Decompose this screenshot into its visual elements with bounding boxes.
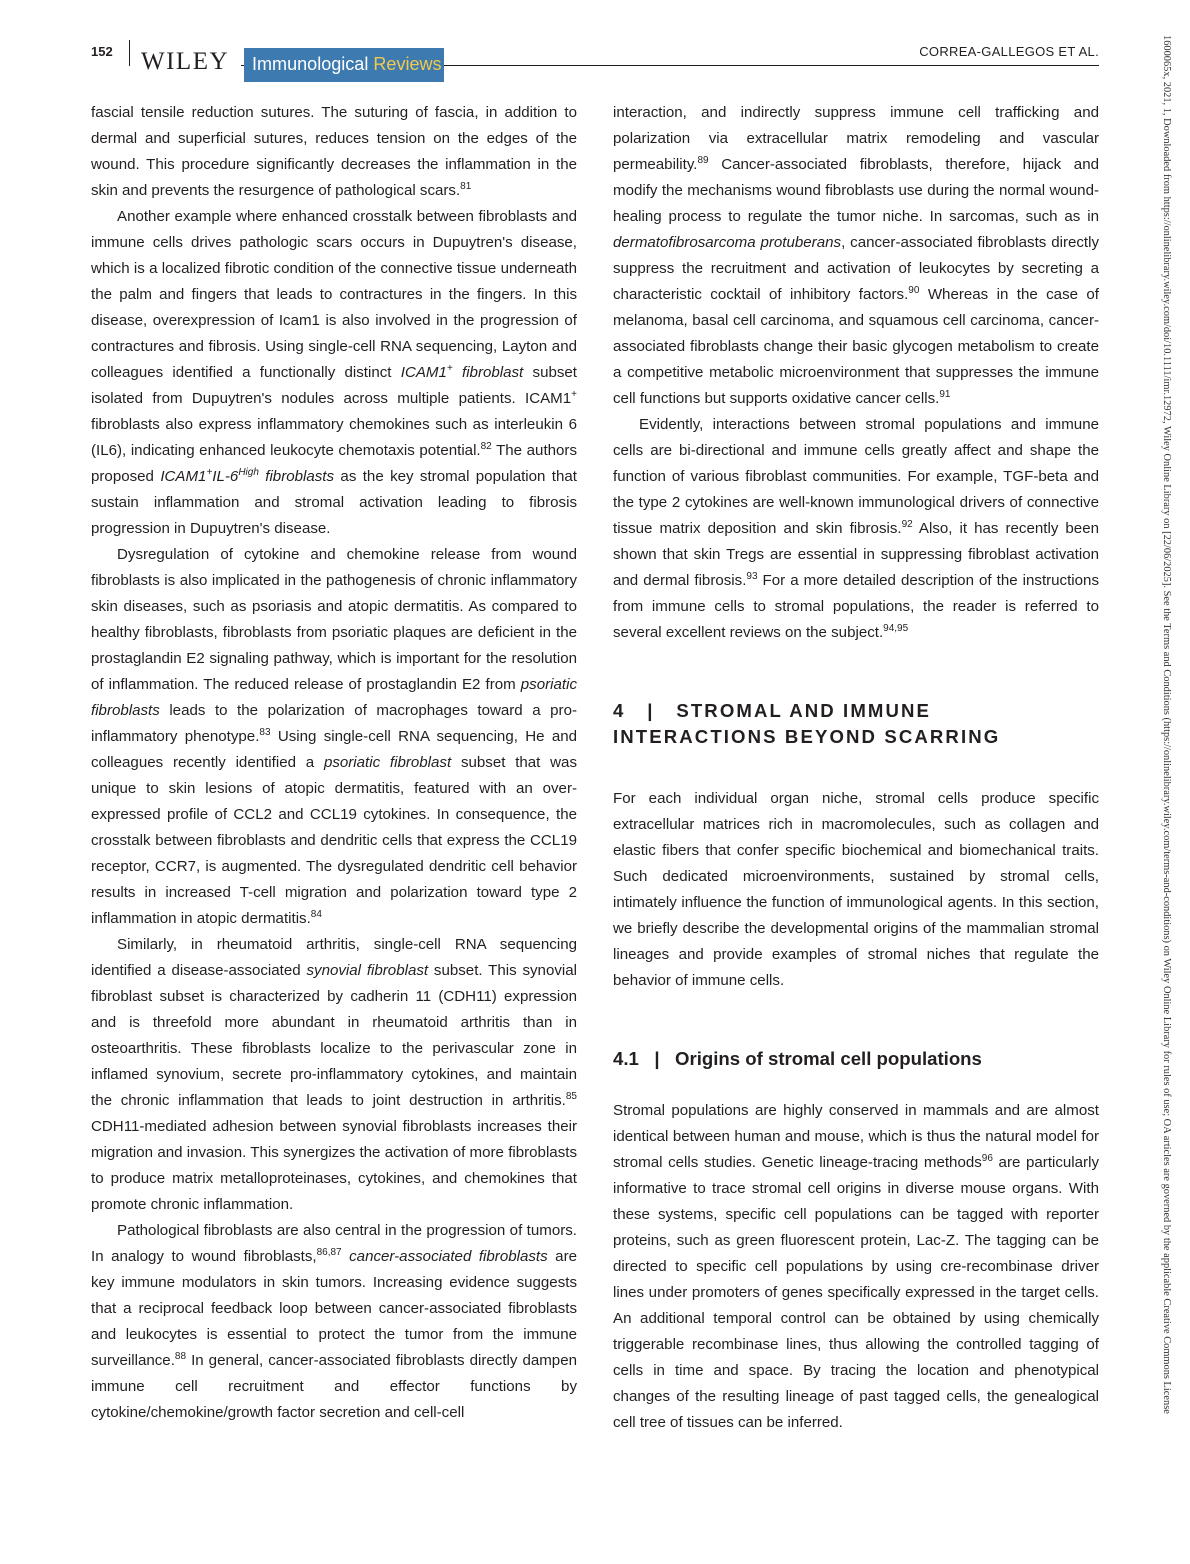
running-authors: CORREA-GALLEGOS ET AL. [919, 44, 1099, 59]
paragraph: Evidently, interactions between stromal populations and immune cells are bi-directional and immune cells greatly affect and shape the function of various fibroblast communities. For example, TGF-beta and the type 2 cytokines are well-known immunological drivers of connective tissue matrix deposition and skin fibrosis.$^{92}$ Also, it has recently been shown that skin Tregs are essential in suppressing fibroblast activation and dermal fibrosis.$^{93}$ For a more detailed description of the instructions from immune cells to stromal populations, the reader is referred to several excellent reviews on the subject.$^{94,95}$ [613, 416, 1099, 641]
download-notice-text: 1600065x, 2021, 1, Downloaded from https://onlinelibrary.wiley.com/doi/10.1111/imr.12972, Wiley Online Library on [22/06/2025]. See the Terms and Conditions (https://onlinelibrary.wiley.com/terms-and-conditions) on Wiley Online Library for rules of use; OA articles are governed by the applicable Creative Commons License [1161, 35, 1172, 1414]
paragraph: Stromal populations are highly conserved in mammals and are almost identical between human and mouse, which is thus the natural model for stromal cells studies. Genetic lineage-tracing methods$^{96}$ are particularly informative to trace stromal cell origins in diverse mouse organs. With these systems, specific cell populations can be tagged with reporter proteins, such as green fluorescent protein, Lac-Z. The tagging can be directed to specific cell populations by using cre-recombinase driver lines under promoters of genes specifically expressed in the target cells. An additional temporal control can be obtained by using chemically triggerable recombinase lines, thus allowing the controlled tagging of cells in time and space. By tracing the location and phenotypical changes of the resulting lineage of past tagged cells, the genealogical cell tree of tissues can be inferred. [613, 1102, 1099, 1431]
section-heading-line2: INTERACTIONS BEYOND SCARRING [613, 726, 1001, 747]
page-header [91, 38, 1099, 82]
paragraph: For each individual organ niche, stromal cells produce specific extracellular matrices rich in macromolecules, such as collagen and elastic fibers that confer specific biochemical and biomechanical traits. Such dedicated microenvironments, sustained by stromal cells, intimately influence the function of immunological agents. In this section, we briefly describe the developmental origins of the mammalian stromal lineages and provide examples of stromal niches that regulate the behavior of immune cells. [613, 790, 1099, 989]
paragraph: fascial tensile reduction sutures. The suturing of fascia, in addition to dermal and superficial sutures, reduces tension on the edges of the wound. This procedure significantly decreases the inflammation in the skin and prevents the resurgence of pathological scars.$^{81}$ [91, 104, 577, 199]
right-column [613, 100, 1099, 1436]
journal-name-main: Immunological [252, 54, 374, 74]
paragraph: Similarly, in rheumatoid arthritis, single-cell RNA sequencing identified a disease-associated synovial fibroblast subset. This synovial fibroblast subset is characterized by cadherin 11 (CDH11) expression and is threefold more abundant in rheumatoid arthritis than in osteoarthritis. These fibroblasts localize to the perivascular zone in inflamed synovium, secrete pro-inflammatory cytokines, and maintain the chronic inflammation that leads to joint destruction in arthritis.$^{85}$ CDH11-mediated adhesion between synovial fibroblasts increases their migration and invasion. This synergizes the activation of more fibroblasts to produce matrix metalloproteinases, cytokines, and chemokines that promote chronic inflammation. [91, 936, 577, 1213]
section-heading-line1: 4 | STROMAL AND IMMUNE [613, 700, 932, 721]
download-notice [1161, 35, 1179, 1532]
left-column [91, 100, 577, 1426]
journal-name-accent: Reviews [373, 54, 442, 74]
header-divider [129, 40, 130, 66]
publisher-logo: WILEY [141, 48, 230, 75]
subsection-heading: 4.1 | Origins of stromal cell populations [613, 1048, 982, 1069]
journal-logo [244, 48, 444, 82]
paragraph: Another example where enhanced crosstalk between fibroblasts and immune cells drives pathologic scars occurs in Dupuytren's disease, which is a localized fibrotic condition of the connective tissue underneath the palm and fingers that leads to contractures in the fingers. In this disease, overexpression of Icam1 is also involved in the progression of contractures and fibrosis. Using single-cell RNA sequencing, Layton and colleagues identified a functionally distinct ICAM1+ fibroblast subset isolated from Dupuytren's nodules across multiple patients. ICAM1+ fibroblasts also express inflammatory chemokines such as interleukin 6 (IL6), indicating enhanced leukocyte chemotaxis potential.$^{82}$ The authors proposed $ICAM1^+IL-6^{High}$ fibroblasts as the key stromal population that sustain inflammation and stromal activation leading to fibrosis progression in Dupuytren's disease. [91, 208, 578, 537]
paragraph: interaction, and indirectly suppress immune cell trafficking and polarization via extracellular matrix remodeling and vascular permeability.$^{89}$ Cancer-associated fibroblasts, therefore, hijack and modify the mechanisms wound fibroblasts use during the normal wound-healing process to regulate the tumor niche. In sarcomas, such as in dermatofibrosarcoma protuberans, cancer-associated fibroblasts directly suppress the recruitment and activation of leukocytes by secreting a characteristic cocktail of inhibitory factors.$^{90}$ Whereas in the case of melanoma, basal cell carcinoma, and squamous cell carcinoma, cancer-associated fibroblasts change their basic glycogen metabolism to create a competitive metabolic microenvironment that suppresses the immune cell functions but supports oxidative cancer cells.$^{91}$ [613, 104, 1100, 407]
paragraph: Pathological fibroblasts are also central in the progression of tumors. In analogy to wound fibroblasts,$^{86,87}$ cancer-associated fibroblasts are key immune modulators in skin tumors. Increasing evidence suggests that a reciprocal feedback loop between cancer-associated fibroblasts and leukocytes is essential to protect the tumor from the immune surveillance.$^{88}$ In general, cancer-associated fibroblasts directly dampen immune cell recruitment and effector functions by cytokine/chemokine/growth factor secretion and cell-cell [91, 1222, 577, 1421]
paragraph: Dysregulation of cytokine and chemokine release from wound fibroblasts is also implicated in the pathogenesis of chronic inflammatory skin diseases, such as psoriasis and atopic dermatitis. As compared to healthy fibroblasts, fibroblasts from psoriatic plaques are deficient in the prostaglandin E2 signaling pathway, which is important for the resolution of inflammation. The reduced release of prostaglandin E2 from psoriatic fibroblasts leads to the polarization of macrophages toward a pro-inflammatory phenotype.$^{83}$ Using single-cell RNA sequencing, He and colleagues recently identified a psoriatic fibroblast subset that was unique to skin lesions of atopic dermatitis, featured with an over-expressed profile of CCL2 and CCL19 cytokines. In consequence, the crosstalk between fibroblasts and dendritic cells that express the CCL19 receptor, CCR7, is augmented. The dysregulated dendritic cell behavior results in increased T-cell migration and polarization toward type 2 inflammation in atopic dermatitis.$^{84}$ [91, 546, 578, 927]
page-number: 152 [91, 44, 113, 59]
section-heading [613, 698, 1099, 750]
